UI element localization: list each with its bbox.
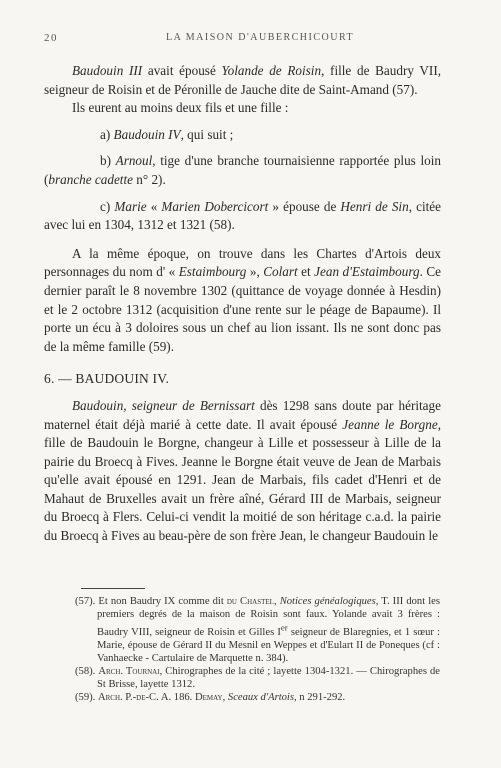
footnote-58: [75, 665, 440, 691]
author-du-chastel: du Chastel: [226, 596, 274, 607]
list-marker: a): [100, 126, 114, 142]
text-span: , qui suit ;: [180, 126, 234, 142]
text-span: » épouse de: [268, 198, 341, 214]
paragraph-baudouin-iv: [44, 397, 441, 546]
text-span: (59).: [75, 691, 98, 703]
text-span: A la même époque, on trouve dans les Chartes d'Artois deux personnages du nom d' «: [44, 245, 441, 280]
text-span: n° 2).: [133, 171, 166, 187]
branch-label: branche cadette: [48, 171, 133, 187]
title-sceaux: Sceaux d'Artois: [227, 691, 294, 703]
footnote-59: [75, 691, 440, 704]
author-demay: Demay: [194, 691, 223, 703]
paragraph-yolande: [44, 62, 441, 99]
text-span: avait épousé: [142, 63, 222, 78]
name-colart: Colart: [263, 264, 298, 280]
text-span: »,: [246, 264, 264, 280]
page-number: 20: [44, 32, 58, 44]
name-estaimbourg: Estaimbourg: [178, 264, 247, 280]
name-arnoul: Arnoul: [115, 153, 153, 169]
list-item-a: [44, 126, 441, 145]
text-span: ,: [222, 691, 228, 703]
running-head: LA MAISON D'AUBERCHICOURT: [166, 32, 355, 43]
name-jean-estaimbourg: Jean d'Estaimbourg: [314, 264, 420, 280]
footnote-rule: [81, 588, 145, 589]
list-item-b: [44, 152, 441, 189]
footnote-57: [75, 595, 440, 665]
text-span: dès 1298 sans doute par héritage maternel était déjà marié à cette date. Il avait épousé: [44, 397, 441, 432]
footnote-57-body: , T. III dont les premiers degrés de la maison de Roisin sont faux. Yolande avait 3 frères : Baudry VIII, seigneur de Roisin et Gilles Ier seigneur de Blaregnies, et 1 sœur : Marie, épouse de Gérard II du Mesnil en Weppes et d'Eulart II de Poneques (cf : Vanhaecke - Cartulaire de Marquette n. 384).: [97, 596, 441, 664]
text-span: ,: [273, 596, 280, 607]
footnotes: [75, 595, 440, 704]
paragraph-estaimbourg: [44, 245, 441, 357]
text-span: , n 291-292.: [294, 691, 346, 703]
text-span: , Chirographes de la cité ; layette 1304-1321. — Chirographes de St Brisse, layette 1312.: [97, 665, 440, 690]
text-span: , citée avec lui en 1304, 1312 et 1321 (58).: [44, 198, 441, 233]
text-span: , fille de Baudry VII, seigneur de Roisin et de Péronille de Jauche dite de Saint-Amand (57).: [44, 63, 442, 97]
page-header: [44, 32, 441, 46]
archive-pdc: Arch. P.-de-C.: [97, 691, 159, 703]
name-baudouin-iv: Baudouin IV: [113, 126, 181, 142]
name-marien: Marien Dobercicort: [161, 198, 269, 214]
text-span: , fille de Baudouin le Borgne, changeur à Lille et possesseur à Lille de la pairie du Broecq à Fives. Jeanne le Borgne était veuve de Jean de Marbais qu'elle avait épousé en 1291. Jean de Marbais, fils cadet d'Henri et de Mahaut de Bruxelles avait un frère aîné, Gérard III de Marbais, seigneur du Broecq à Flers. Celui-ci vendit la moitié de son héritage c.a.d. la pairie du Broecq à Fives au beau-père de son frère Jean, le changeur Baudouin le: [44, 416, 441, 544]
text-span: . Ce dernier paraît le 8 novembre 1302 (quittance de voyage donnée à Hesdin) et le 2 octobre 1312 (acquisition d'une rente sur le péage de Bapaume). Il porte un écu à 3 doloires sous un chef au lion issant. Ils ne sont donc pas de la même famille (59).: [44, 264, 441, 354]
name-bernissart: Baudouin, seigneur de Bernissart: [72, 397, 255, 413]
name-henri-de-sin: Henri de Sin: [340, 198, 409, 214]
archive-tournai: Arch. Tournai: [98, 665, 160, 677]
main-text: [44, 62, 441, 546]
text-span: (57). Et non Baudry IX comme dit: [75, 596, 227, 607]
list-marker: c): [100, 198, 115, 214]
text-span: et: [297, 264, 315, 280]
list-item-c: [44, 198, 441, 235]
text-span: (58).: [75, 665, 99, 677]
text-span: «: [146, 198, 162, 214]
name-baudouin-iii: Baudouin III: [72, 63, 143, 78]
list-marker: b): [100, 153, 116, 169]
section-heading: 6. — BAUDOUIN IV.: [44, 371, 170, 387]
text-span: , tige d'une branche tournaisienne rapportée plus loin (: [44, 153, 441, 187]
name-jeanne-le-borgne: Jeanne le Borgne: [342, 416, 438, 432]
paragraph-children-intro: Ils eurent au moins deux fils et une fille :: [72, 100, 289, 116]
name-yolande: Yolande de Roisin: [221, 63, 322, 78]
name-marie: Marie: [114, 198, 147, 214]
title-notices: Notices généalogiques: [279, 596, 376, 607]
text-span: A. 186.: [158, 691, 195, 703]
